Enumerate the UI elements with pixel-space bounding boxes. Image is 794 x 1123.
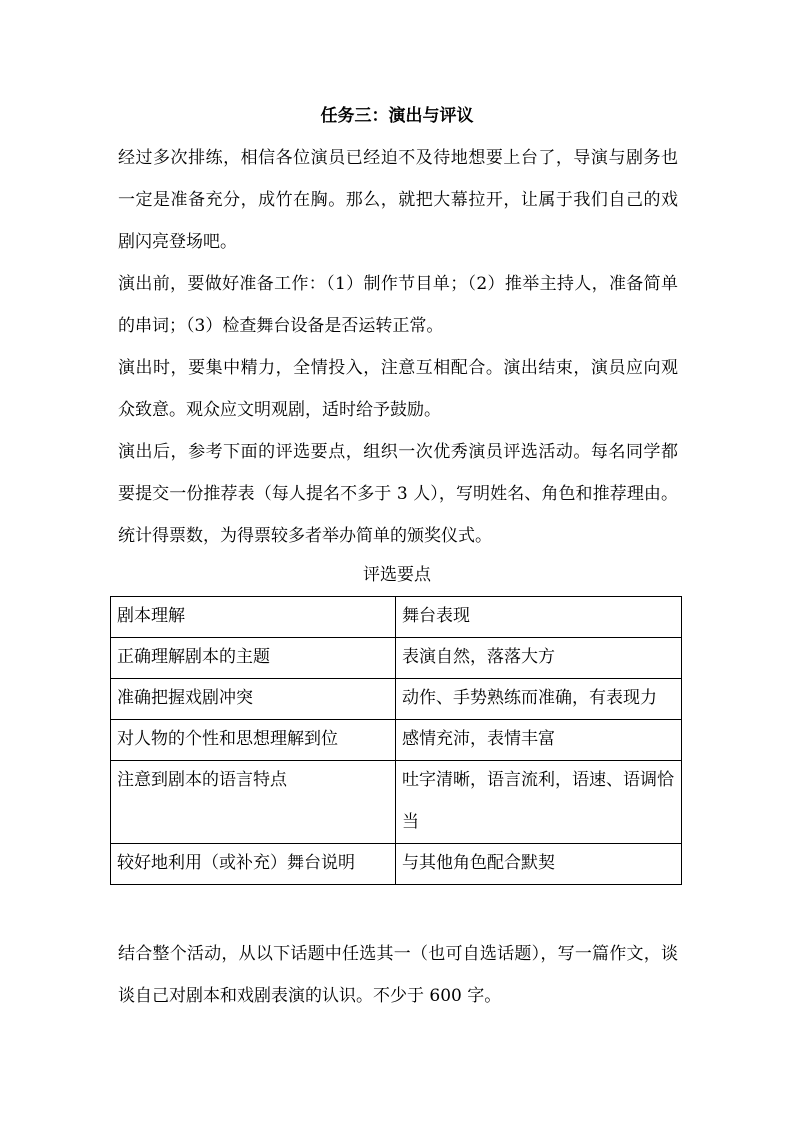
evaluation-criteria-table	[110, 596, 682, 885]
table-cell: 吐字清晰，语言流利，语速、语调恰当	[396, 761, 682, 844]
paragraph-after-performance: 演出后，参考下面的评选要点，组织一次优秀演员评选活动。每名同学都要提交一份推荐表（每人提名不多于 3 人），写明姓名、角色和推荐理由。统计得票数，为得票较多者举办简单的颁奖仪式。	[118, 442, 678, 546]
paragraph-before-performance: 演出前，要做好准备工作：（1）制作节目单；（2）推举主持人，准备简单的串词；（3）检查舞台设备是否运转正常。	[118, 274, 678, 336]
table-caption: 评选要点	[363, 565, 431, 585]
table-header-row	[111, 597, 682, 638]
header-stage-performance: 舞台表现	[396, 597, 682, 638]
table-cell: 对人物的个性和思想理解到位	[111, 720, 396, 761]
table-cell: 表演自然，落落大方	[396, 638, 682, 679]
header-script-understanding: 剧本理解	[111, 597, 396, 638]
table-row	[111, 720, 682, 761]
paragraph-during-performance: 演出时，要集中精力，全情投入，注意互相配合。演出结束，演员应向观众致意。观众应文明观剧，适时给予鼓励。	[118, 358, 678, 420]
table-row	[111, 844, 682, 885]
table-row	[111, 679, 682, 720]
table-cell: 准确把握戏剧冲突	[111, 679, 396, 720]
section-title: 任务三：演出与评议	[320, 106, 474, 126]
paragraph-intro: 经过多次排练，相信各位演员已经迫不及待地想要上台了，导演与剧务也一定是准备充分，成竹在胸。那么，就把大幕拉开，让属于我们自己的戏剧闪亮登场吧。	[118, 148, 678, 252]
table-cell: 较好地利用（或补充）舞台说明	[111, 844, 396, 885]
table-cell: 动作、手势熟练而准确，有表现力	[396, 679, 682, 720]
table-cell: 感情充沛，表情丰富	[396, 720, 682, 761]
table-row	[111, 638, 682, 679]
table-row	[111, 761, 682, 844]
table-cell: 正确理解剧本的主题	[111, 638, 396, 679]
paragraph-writing-task: 结合整个活动，从以下话题中任选其一（也可自选话题），写一篇作文，谈谈自己对剧本和戏剧表演的认识。不少于 600 字。	[118, 944, 678, 1006]
table-cell: 注意到剧本的语言特点	[111, 761, 396, 844]
table-cell: 与其他角色配合默契	[396, 844, 682, 885]
